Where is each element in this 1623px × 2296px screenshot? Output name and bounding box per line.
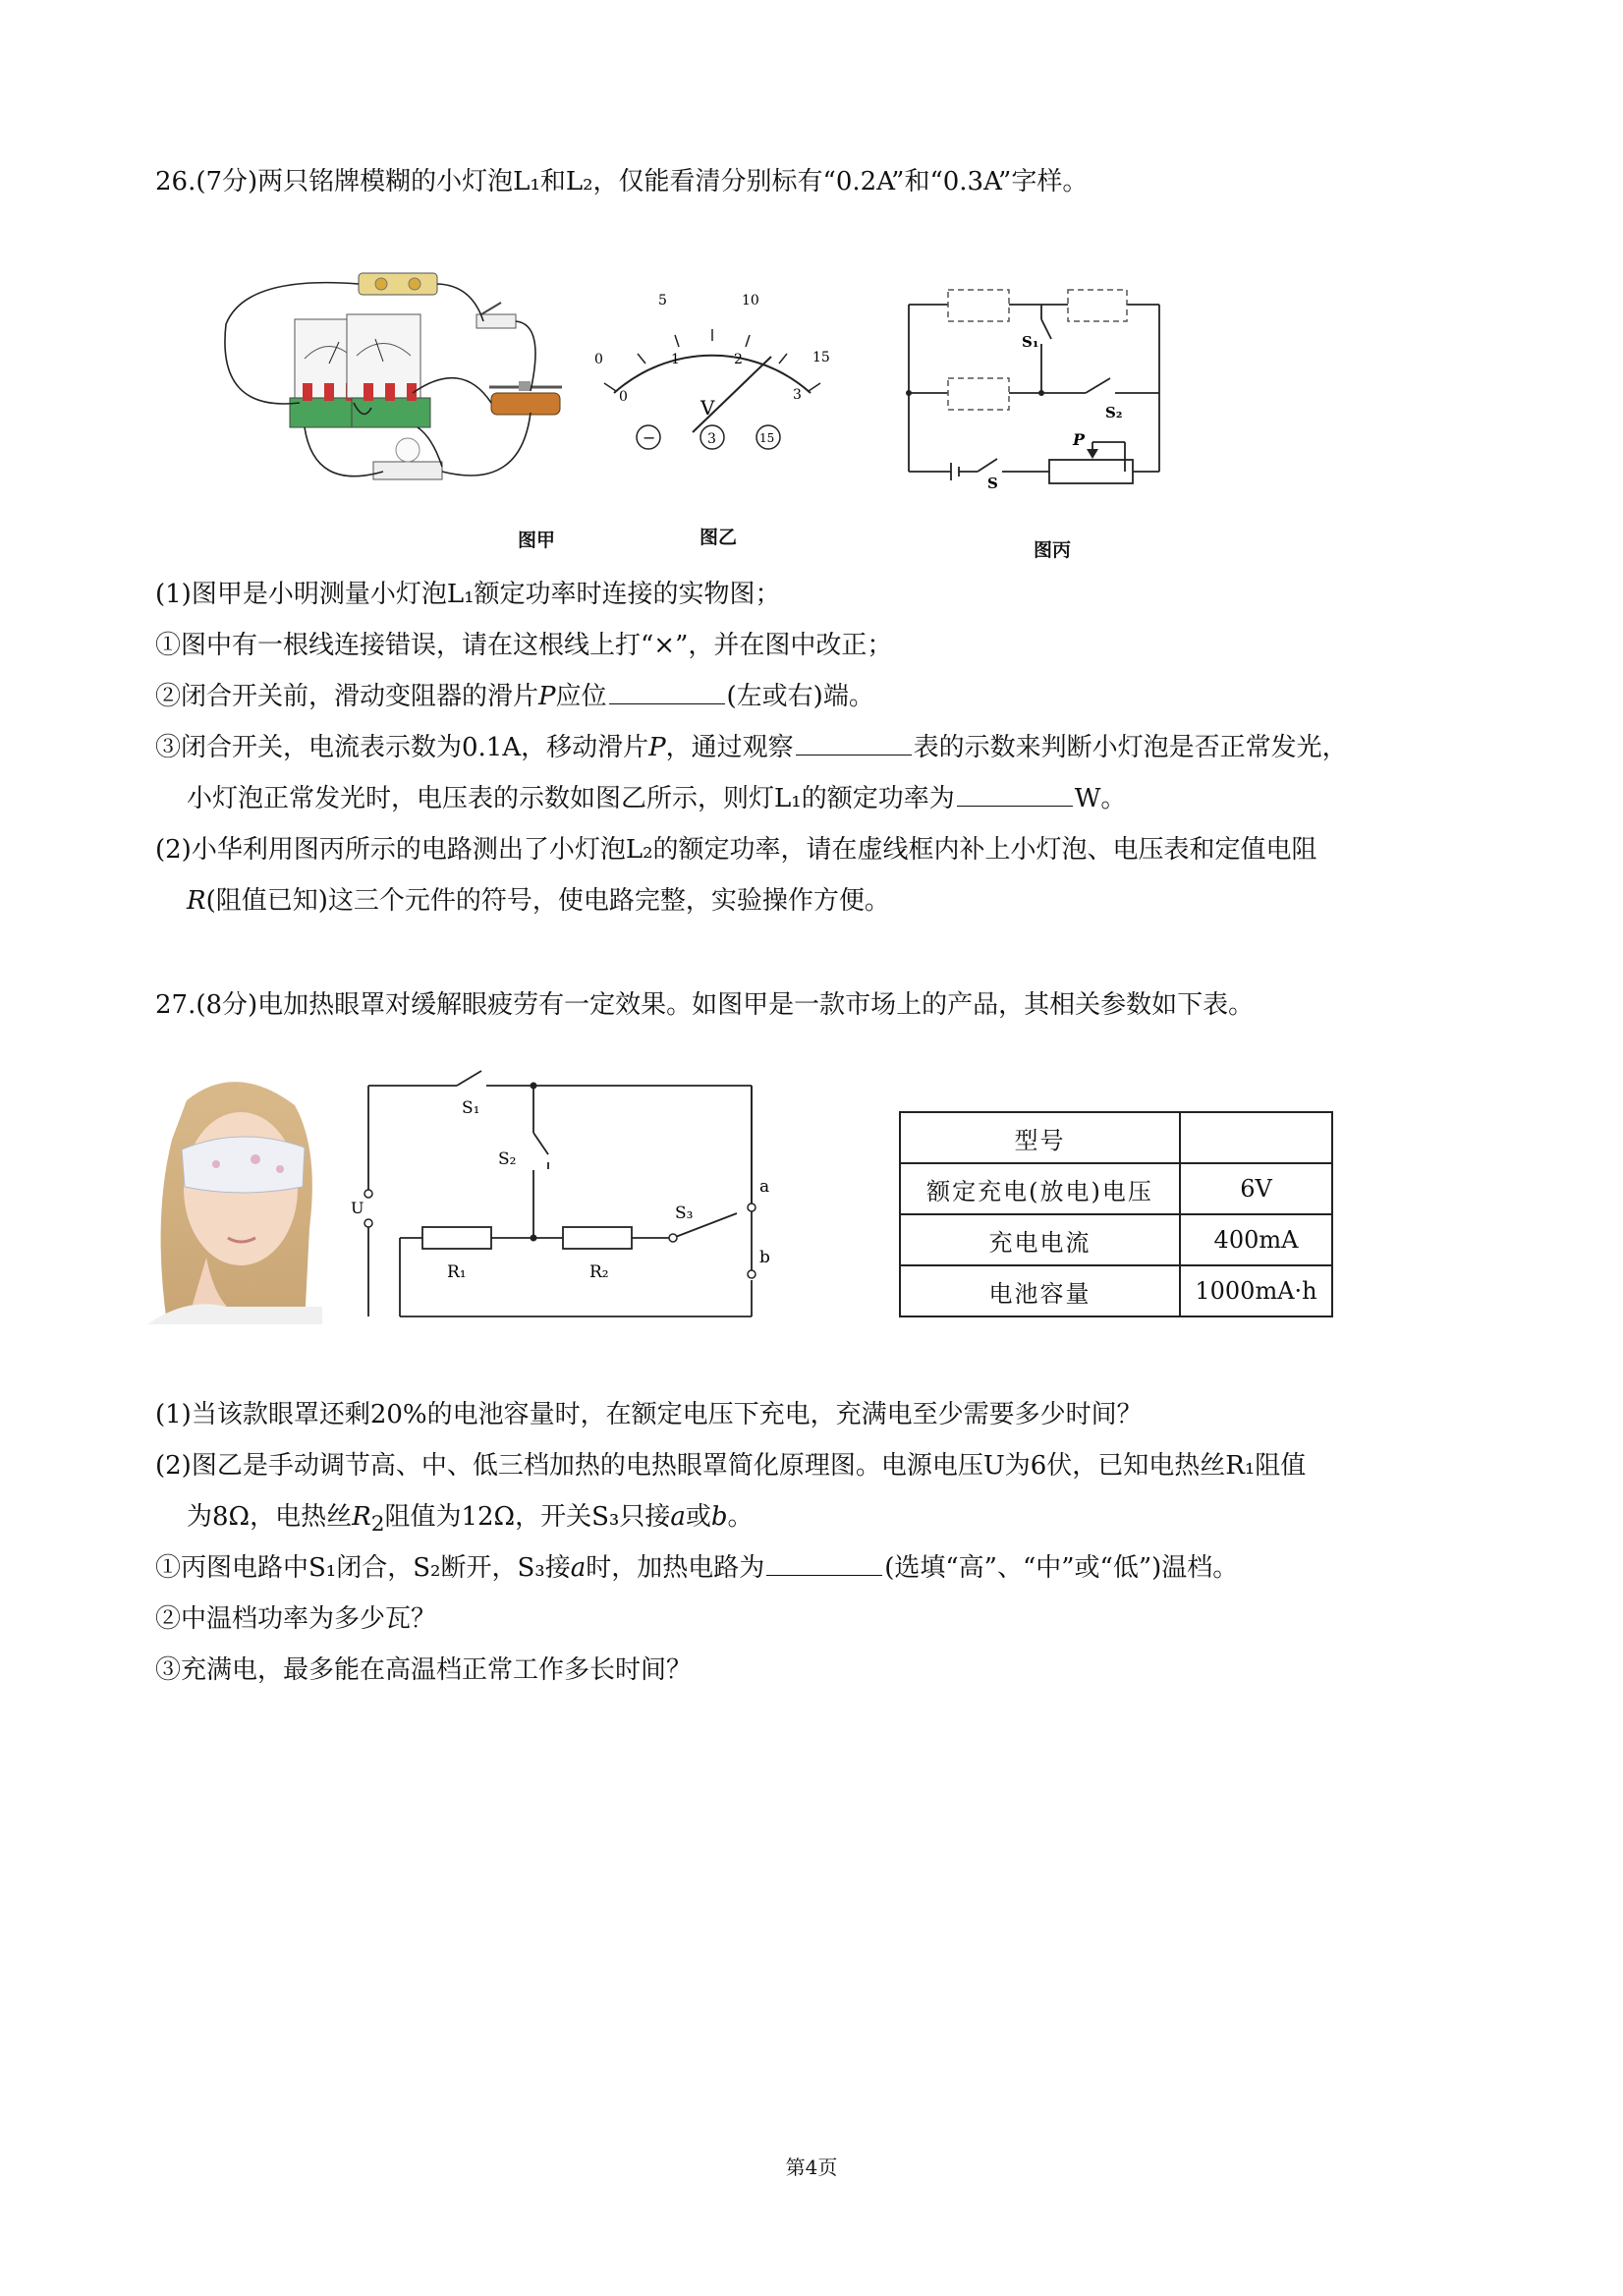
answer-blank-2[interactable] <box>796 733 912 756</box>
answer-blank-3[interactable] <box>957 784 1073 807</box>
q27-photo-eye-mask <box>147 1071 322 1324</box>
table-value: 6V <box>1180 1163 1332 1214</box>
q27-part2-e: ③充满电，最多能在高温档正常工作多长时间？ <box>155 1655 693 1685</box>
q27-stem: 27.(8分)电加热眼罩对缓解眼疲劳有一定效果。如图甲是一款市场上的产品，其相关参数如下表。 <box>155 990 1255 1020</box>
table-value: 400mA <box>1180 1214 1332 1265</box>
q26-part1-b: ②闭合开关前，滑动变阻器的滑片P应位 (左或右)端。 <box>155 682 874 711</box>
fig-jia-caption: 图甲 <box>518 530 556 551</box>
q26-part1-a: ①图中有一根线连接错误，请在这根线上打“×”，并在图中改正； <box>155 631 893 660</box>
tick-bottom-0: 0 <box>619 389 628 405</box>
q26-part1-c: ③闭合开关，电流表示数为0.1A，移动滑片P，通过观察 表的示数来判断小灯泡是否正常发光， <box>155 733 1348 762</box>
label-s3: S₃ <box>675 1204 694 1223</box>
table-row <box>900 1163 1332 1214</box>
terminal-3: 3 <box>707 431 716 447</box>
q26-part1-d: 小灯泡正常发光时，电压表的示数如图乙所示，则灯L₁的额定功率为 W。 <box>187 784 1127 813</box>
terminal-neg: − <box>643 428 656 447</box>
answer-blank-1[interactable] <box>609 682 725 704</box>
q26-figure-jia-apparatus <box>206 265 589 501</box>
tick-top-0: 0 <box>594 352 603 367</box>
tick-bottom-1: 1 <box>671 352 680 367</box>
q27-figure-heating-circuit <box>349 1056 781 1331</box>
page-number: 第4页 <box>785 2156 838 2179</box>
table-value: 1000mA·h <box>1180 1265 1332 1316</box>
terminal-15: 15 <box>759 431 775 445</box>
fig-bing-caption: 图丙 <box>1034 539 1072 561</box>
label-p: P <box>1073 430 1086 449</box>
q27-part2-d: ②中温档功率为多少瓦？ <box>155 1604 437 1634</box>
label-s2: S₂ <box>498 1149 517 1169</box>
label-s1: S₁ <box>1022 333 1039 351</box>
label-s2: S₂ <box>1105 404 1123 421</box>
q26-figure-bing-circuit <box>904 280 1169 492</box>
q27-part2: (2)图乙是手动调节高、中、低三档加热的电热眼罩简化原理图。电源电压U为6伏，已知电热丝R₁阻值 <box>155 1451 1307 1481</box>
q26-figure-yi-voltmeter <box>585 285 840 462</box>
table-key: 额定充电(放电)电压 <box>900 1163 1180 1214</box>
tick-bottom-2: 2 <box>734 352 743 367</box>
label-s: S <box>987 475 998 492</box>
table-key: 型号 <box>900 1112 1180 1163</box>
table-value <box>1180 1112 1332 1163</box>
table-row <box>900 1265 1332 1316</box>
table-row <box>900 1112 1332 1163</box>
answer-blank-4[interactable] <box>766 1553 882 1576</box>
q26-part1: (1)图甲是小明测量小灯泡L₁额定功率时连接的实物图； <box>155 580 781 609</box>
tick-top-15: 15 <box>812 350 830 365</box>
q26-part2: (2)小华利用图丙所示的电路测出了小灯泡L₂的额定功率，请在虚线框内补上小灯泡、电压表和定值电阻 <box>155 835 1317 865</box>
tick-top-5: 5 <box>658 293 667 308</box>
label-s1: S₁ <box>462 1098 480 1118</box>
table-row <box>900 1214 1332 1265</box>
table-key: 电池容量 <box>900 1265 1180 1316</box>
table-key: 充电电流 <box>900 1214 1180 1265</box>
q27-parameter-table <box>899 1111 1333 1317</box>
label-u: U <box>351 1199 364 1217</box>
label-b: b <box>759 1248 770 1267</box>
q26-part2-b: R(阻值已知)这三个元件的符号，使电路完整，实验操作方便。 <box>187 886 890 916</box>
q26-stem: 26.(7分)两只铭牌模糊的小灯泡L₁和L₂，仅能看清分别标有“0.2A”和“0.3A”字样。 <box>155 167 1089 196</box>
label-a: a <box>759 1177 770 1197</box>
q27-part2-c: ①丙图电路中S₁闭合，S₂断开，S₃接a时，加热电路为 (选填“高”、“中”或“低”)温档。 <box>155 1553 1239 1583</box>
label-r1: R₁ <box>447 1262 467 1282</box>
tick-bottom-3: 3 <box>793 387 802 403</box>
label-r2: R₂ <box>589 1262 609 1282</box>
q27-part2-b: 为8Ω，电热丝$R_2$阻值为12Ω，开关S₃只接a或b。 <box>187 1502 754 1538</box>
meter-unit: V <box>700 396 715 420</box>
q27-part1: (1)当该款眼罩还剩20%的电池容量时，在额定电压下充电，充满电至少需要多少时间？ <box>155 1400 1143 1429</box>
fig-yi-caption: 图乙 <box>700 527 738 548</box>
tick-top-10: 10 <box>742 293 759 308</box>
